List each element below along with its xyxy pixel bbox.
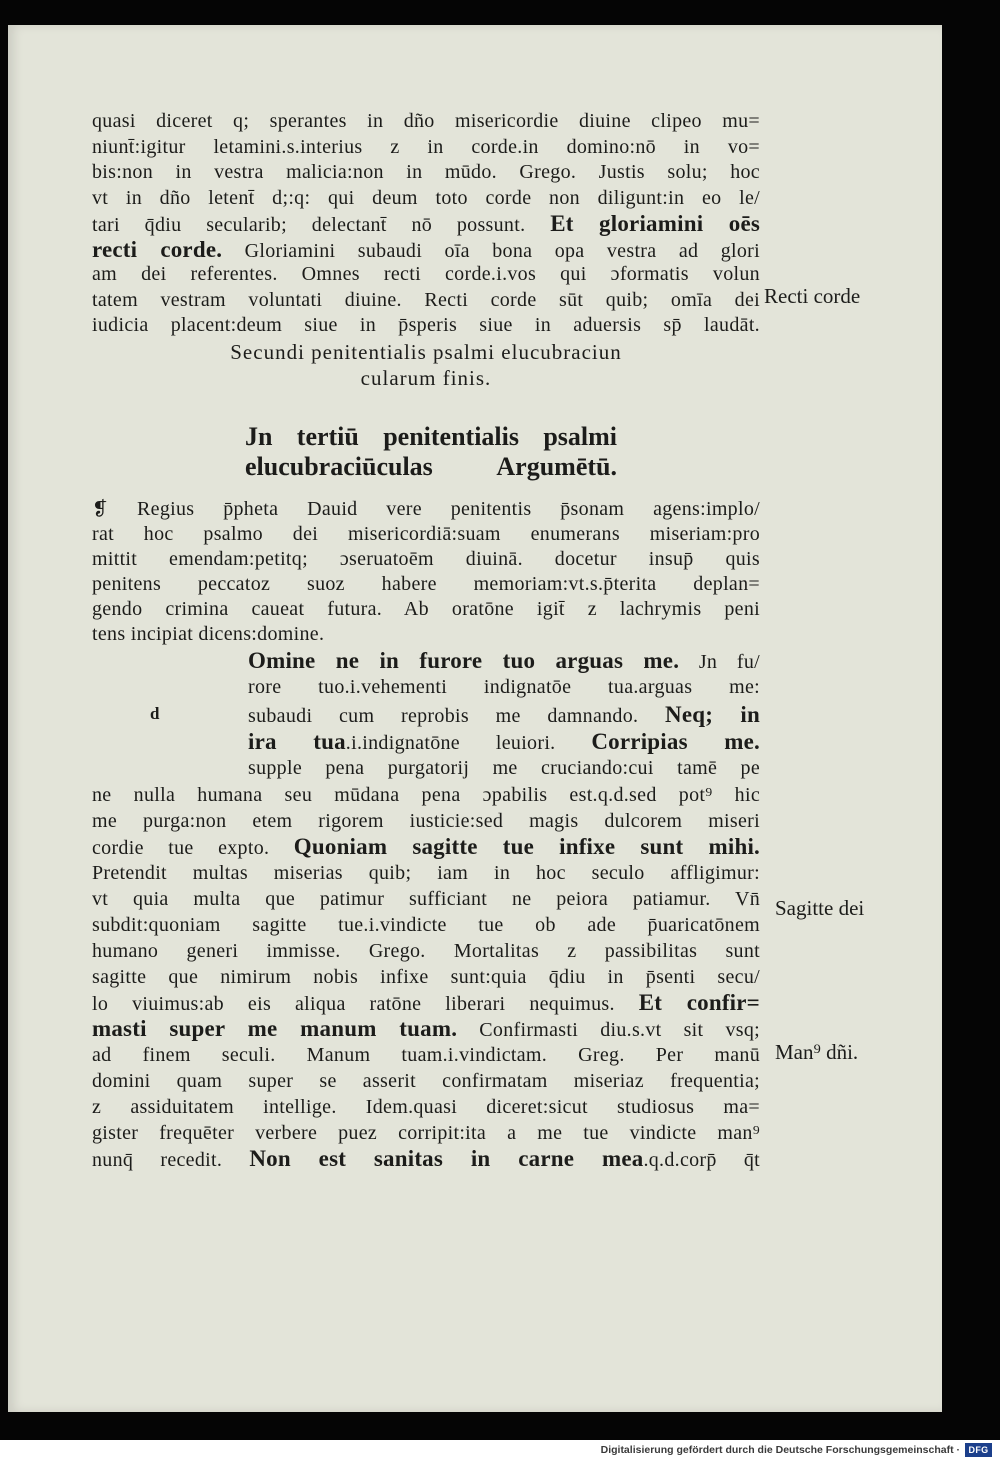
- argument-paragraph: [92, 497, 760, 647]
- text-line: sagitte que nimirum nobis infixe sunt:quia q̄diu in p̄senti secu/: [92, 966, 760, 988]
- text-line: humano generi immisse. Grego. Mortalitas z passibilitas sunt: [92, 940, 760, 962]
- text-line: niunt̄:igitur letamini.s.interius z in corde.in domino:nō in vo=: [92, 135, 760, 158]
- text-line: rat hoc psalmo dei misericordiā:suam enumerans miseriam:pro: [92, 523, 760, 545]
- gloss-text: Gloriamini subaudi oīa bona opa vestra ad glori: [222, 239, 760, 262]
- psalm-lemma: Omine ne in furore tuo arguas me.: [248, 648, 680, 673]
- guide-letter: d: [150, 704, 160, 723]
- psalm-lemma: Corripias me.: [591, 729, 760, 754]
- text-line: [92, 834, 760, 860]
- gloss-text: Jn fu/: [679, 651, 760, 673]
- funding-credit: Digitalisierung gefördert durch die Deutsche Forschungsgemeinschaft ·: [600, 1444, 960, 1456]
- psalm-lemma: recti corde.: [92, 236, 223, 262]
- digitization-footer: [0, 1440, 1000, 1461]
- text-line: [92, 211, 760, 237]
- text-line: ne nulla humana seu mūdana pena ɔpabilis est.q.d.sed pot⁹ hic: [92, 784, 760, 806]
- text-line: mittit emendam:petitq; ɔseruatoēm diuinā. docetur insup̄ quis: [92, 548, 760, 570]
- text-line: tens incipiat dicens:domine.: [92, 623, 325, 645]
- margin-note: Sagitte dei: [775, 896, 865, 920]
- text-line: vt quia multa que patimur sufficiant ne peiora patiamur. Vn̄: [92, 888, 760, 910]
- text-line: gister frequēter verbere puez corripit:ita a me tue vindicte man⁹: [92, 1122, 760, 1144]
- text-line: [248, 701, 760, 728]
- gloss-text: cordie tue expto.: [92, 837, 294, 859]
- text-line: tatem vestram voluntati diuine. Recti corde sūt quib; omīa dei: [92, 288, 760, 311]
- margin-note: Recti corde: [764, 284, 861, 308]
- psalm-lemma: Non est sanitas in carne mea: [249, 1146, 644, 1171]
- gloss-text: lo viuimus:ab eis aliqua ratōne liberari nequimus.: [92, 993, 639, 1015]
- text-line: me purga:non etem rigorem iusticie:sed magis dulcorem miseri: [92, 810, 760, 832]
- gloss-text: tari q̄diu secularib; delectant̄ nō possunt.: [92, 214, 551, 236]
- text-line: ad finem seculi. Manum tuam.i.vindictam. Greg. Per manū: [92, 1044, 760, 1066]
- heading-line: elucubraciūculas Argumētū.: [245, 452, 617, 481]
- text-line: subdit:quoniam sagitte tue.i.vindicte tue ob ade p̄uaricatōnem: [92, 914, 760, 936]
- commentary-top: [92, 109, 760, 339]
- colophon: [92, 340, 760, 391]
- text-line: penitens peccatoz suoz habere memoriam:vt.s.p̄terita deplan=: [92, 573, 760, 595]
- margin-note: Man⁹ dñi.: [775, 1040, 859, 1064]
- psalm-lemma: Quoniam sagitte tue infixe sunt mihi.: [293, 834, 760, 859]
- commentary-main: [92, 782, 760, 1172]
- gloss-text: Regius p̄pheta Dauid vere penitentis p̄sonam agens:implo/: [108, 498, 760, 520]
- text-line: bis:non in vestra malicia:non in mūdo. Grego. Justis solu; hoc: [92, 161, 760, 183]
- psalm-lemma: masti super me manum tuam.: [92, 1016, 458, 1041]
- text-line: gendo crimina caueat futura. Ab oratōne igit̄ z lachrymis peni: [92, 598, 760, 620]
- text-line: [92, 1016, 760, 1042]
- gloss-text: .i.indignatōne leuiori.: [345, 732, 592, 754]
- gloss-text: .q.d.corp̄ q̄t: [643, 1149, 760, 1171]
- text-line: Pretendit multas miserias quib; iam in hoc seculo affligimur:: [92, 862, 760, 884]
- gloss-text: nunq̄ recedit.: [92, 1149, 250, 1171]
- section-heading: [245, 422, 617, 482]
- text-line: supple pena purgatorij me cruciando:cui tamē pe: [248, 757, 760, 779]
- text-line: am dei referentes. Omnes recti corde.i.vos qui ɔformatis volun: [92, 263, 760, 285]
- psalm-verse: [248, 647, 760, 782]
- text-line: cularum finis.: [360, 365, 492, 390]
- text-line: Secundi penitentialis psalmi elucubraciun: [230, 340, 622, 364]
- text-line: iudicia placent:deum siue in p̄speris siue in aduersis sp̄ laudāt.: [92, 314, 760, 336]
- text-line: [92, 497, 760, 522]
- text-line: domini quam super se asserit confirmatam miseriaz frequentia;: [92, 1070, 760, 1092]
- pilcrow-icon: ❡: [92, 498, 109, 520]
- psalm-lemma: ira tua: [248, 729, 346, 754]
- gloss-text: Confirmasti diu.s.vt sit vsq;: [457, 1019, 760, 1041]
- heading-line: Jn tertiū penitentialis psalmi: [245, 422, 617, 451]
- text-line: [92, 990, 760, 1016]
- text-line: [248, 647, 760, 674]
- text-line: rore tuo.i.vehementi indignatōe tua.arguas me:: [248, 676, 760, 698]
- psalm-lemma: Et confir=: [638, 990, 760, 1015]
- psalm-lemma: Neq; in: [665, 702, 760, 727]
- text-line: vt in dño letent̄ d;:q: qui deum toto corde non diligunt:in eo le/: [92, 186, 760, 209]
- text-line: [92, 1146, 760, 1172]
- gloss-text: subaudi cum reprobis me damnando.: [248, 705, 666, 727]
- text-line: [92, 237, 760, 263]
- text-line: quasi diceret q; sperantes in dño misericordie diuine clipeo mu=: [92, 110, 760, 132]
- dfg-logo-icon: DFG: [965, 1443, 992, 1457]
- psalm-lemma: Et gloriamini oēs: [550, 211, 760, 236]
- text-line: z assiduitatem intellige. Idem.quasi diceret:sicut studiosus ma=: [92, 1096, 760, 1118]
- text-line: [248, 728, 760, 755]
